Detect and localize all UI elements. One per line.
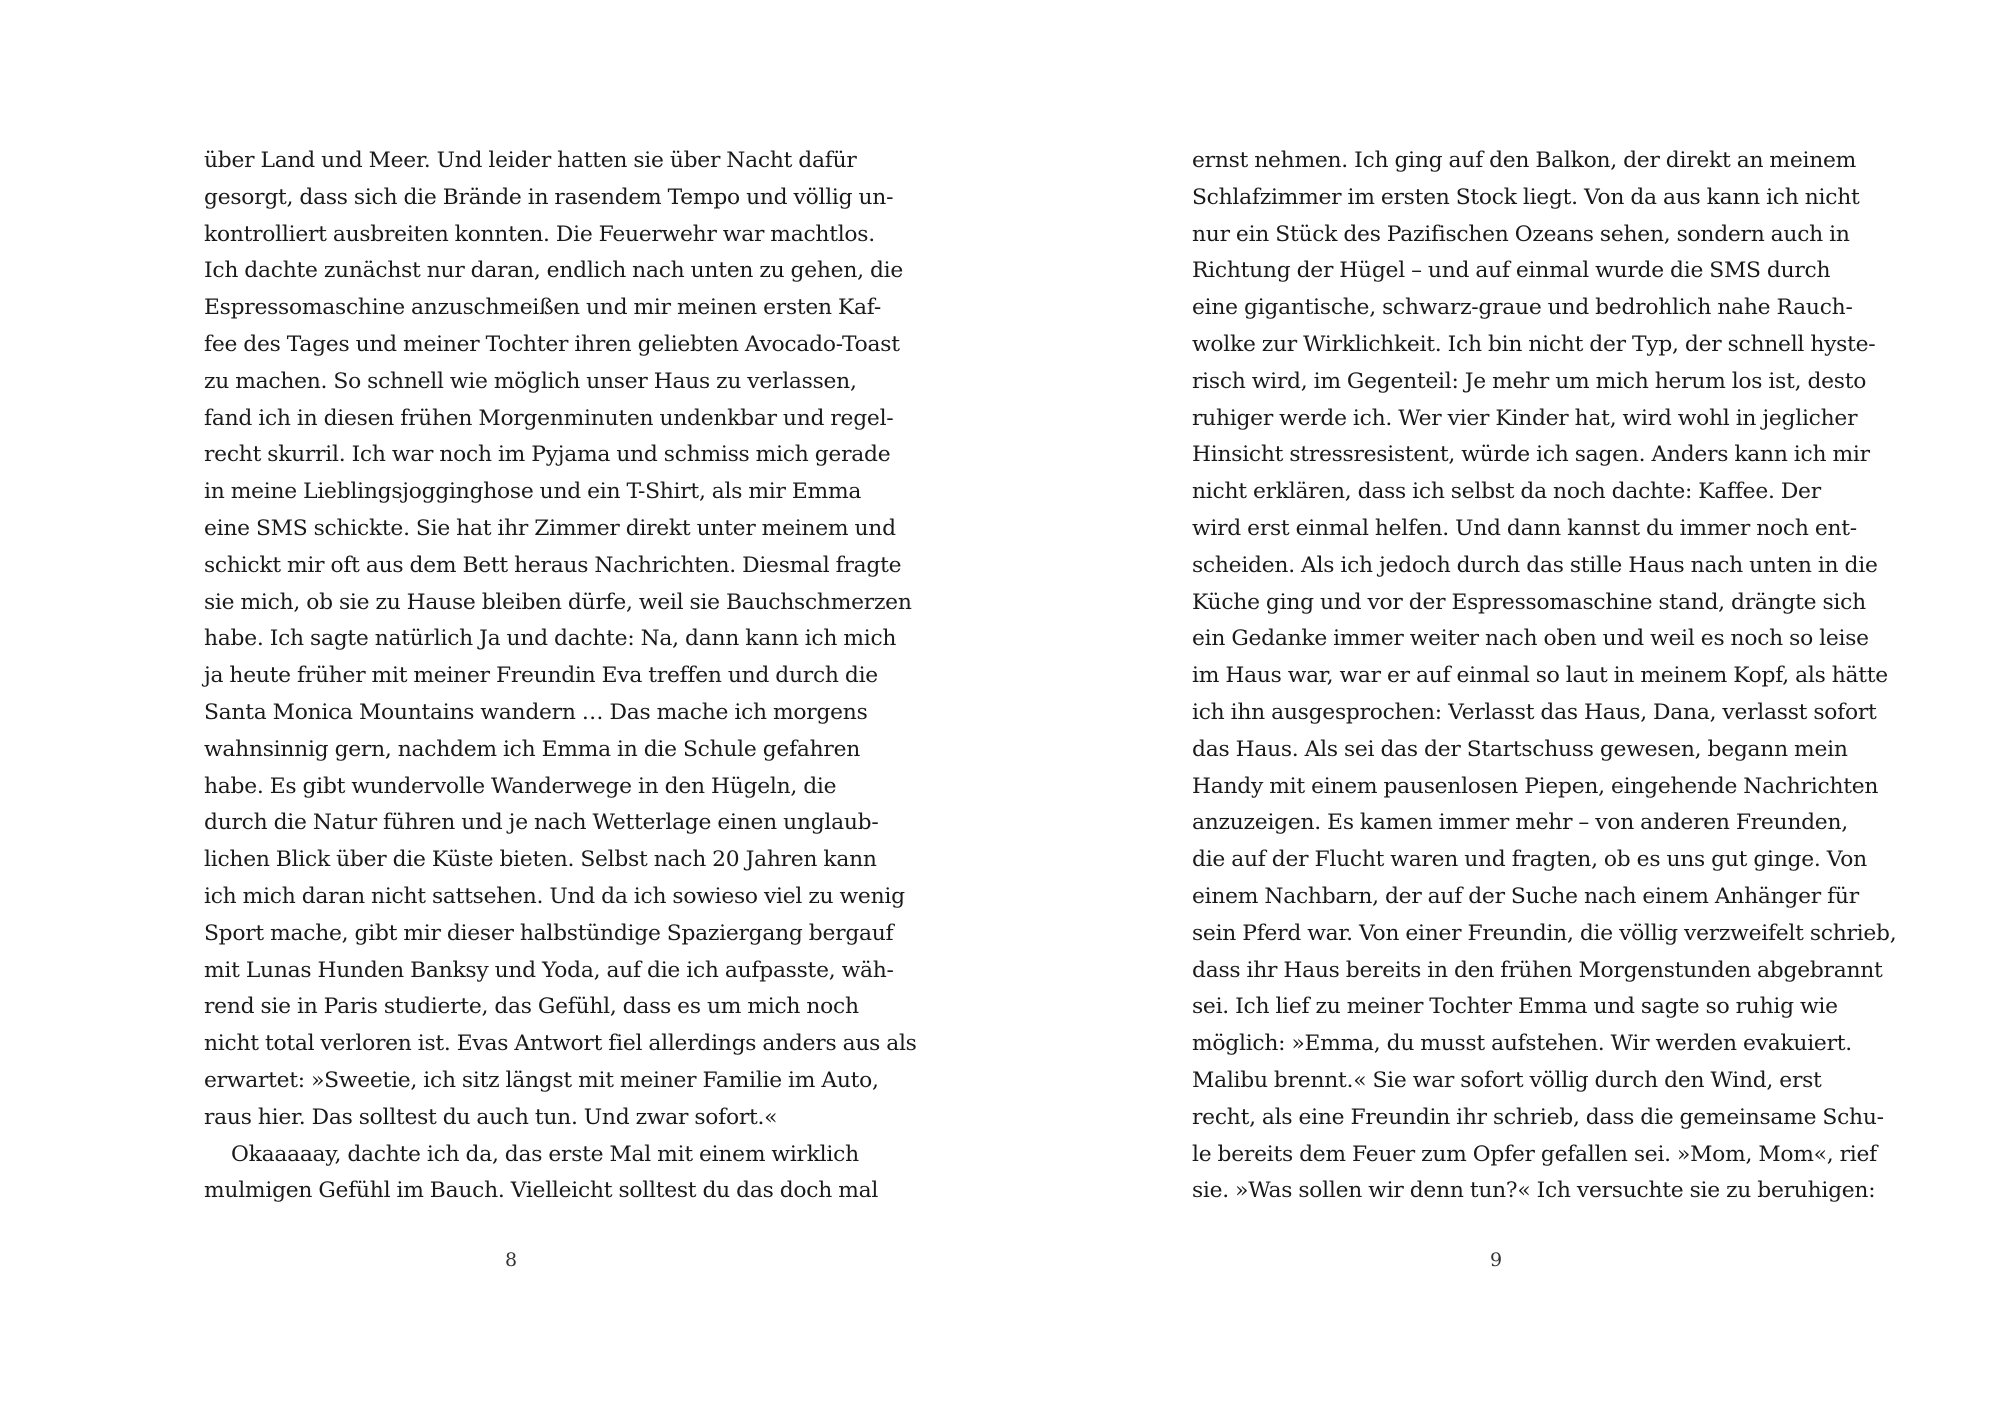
text-line: ja heute früher mit meiner Freundin Eva treffen und durch die xyxy=(204,663,878,689)
text-line: nicht erklären, dass ich selbst da noch dachte: Kaffee. Der xyxy=(1192,479,1821,505)
text-line: die auf der Flucht waren und fragten, ob es uns gut ginge. Von xyxy=(1192,847,1867,873)
text-line: fee des Tages und meiner Tochter ihren geliebten Avocado-Toast xyxy=(204,331,900,357)
text-line: eine gigantische, schwarz-graue und bedrohlich nahe Rauch- xyxy=(1192,295,1853,321)
text-line: schickt mir oft aus dem Bett heraus Nachrichten. Diesmal fragte xyxy=(204,552,902,578)
text-line: dass ihr Haus bereits in den frühen Morgenstunden abgebrannt xyxy=(1192,957,1883,983)
text-line: Sport mache, gibt mir dieser halbstündige Spaziergang bergauf xyxy=(204,920,894,946)
text-line: recht, als eine Freundin ihr schrieb, dass die gemeinsame Schu- xyxy=(1192,1104,1884,1130)
left-page-text xyxy=(204,143,917,1210)
text-line: im Haus war, war er auf einmal so laut in meinem Kopf, als hätte xyxy=(1192,663,1888,689)
text-line: zu machen. So schnell wie möglich unser Haus zu verlassen, xyxy=(204,368,857,394)
text-line: habe. Ich sagte natürlich Ja und dachte: Na, dann kann ich mich xyxy=(204,626,897,652)
text-line: le bereits dem Feuer zum Opfer gefallen sei. »Mom, Mom«, rief xyxy=(1192,1141,1877,1167)
text-line: Okaaaaay, dachte ich da, das erste Mal mit einem wirklich xyxy=(231,1141,859,1167)
text-line: sie. »Was sollen wir denn tun?« Ich versuchte sie zu beruhigen: xyxy=(1192,1178,1876,1204)
text-line: mulmigen Gefühl im Bauch. Vielleicht solltest du das doch mal xyxy=(204,1178,879,1204)
text-line: raus hier. Das solltest du auch tun. Und zwar sofort.« xyxy=(204,1104,778,1130)
text-line: Richtung der Hügel – und auf einmal wurde die SMS durch xyxy=(1192,258,1831,284)
text-line: Ich dachte zunächst nur daran, endlich nach unten zu gehen, die xyxy=(204,258,904,284)
text-line: eine SMS schickte. Sie hat ihr Zimmer direkt unter meinem und xyxy=(204,515,896,541)
text-line: risch wird, im Gegenteil: Je mehr um mich herum los ist, desto xyxy=(1192,368,1867,394)
text-line: Malibu brennt.« Sie war sofort völlig durch den Wind, erst xyxy=(1192,1067,1822,1093)
text-line: sein Pferd war. Von einer Freundin, die völlig verzweifelt schrieb, xyxy=(1192,920,1897,946)
text-line: Hinsicht stressresistent, würde ich sagen. Anders kann ich mir xyxy=(1192,442,1870,468)
text-line: wahnsinnig gern, nachdem ich Emma in die Schule gefahren xyxy=(204,736,861,762)
text-line: mit Lunas Hunden Banksy und Yoda, auf die ich aufpasste, wäh- xyxy=(204,957,894,983)
right-page xyxy=(1000,0,2000,1414)
text-line: Schlafzimmer im ersten Stock liegt. Von da aus kann ich nicht xyxy=(1192,184,1860,210)
text-line: fand ich in diesen frühen Morgenminuten undenkbar und regel- xyxy=(204,405,894,431)
text-line: wolke zur Wirklichkeit. Ich bin nicht der Typ, der schnell hyste- xyxy=(1192,331,1876,357)
page-number: 8 xyxy=(504,1249,518,1271)
text-line: ernst nehmen. Ich ging auf den Balkon, der direkt an meinem xyxy=(1192,148,1857,173)
text-line: kontrolliert ausbreiten konnten. Die Feuerwehr war machtlos. xyxy=(204,221,875,247)
text-line: scheiden. Als ich jedoch durch das stille Haus nach unten in die xyxy=(1192,552,1878,578)
text-line: ein Gedanke immer weiter nach oben und weil es noch so leise xyxy=(1192,626,1869,652)
text-line: gesorgt, dass sich die Brände in rasendem Tempo und völlig un- xyxy=(204,184,894,210)
text-line: durch die Natur führen und je nach Wetterlage einen unglaub- xyxy=(204,810,879,836)
right-page-text xyxy=(1192,143,1897,1210)
text-line: einem Nachbarn, der auf der Suche nach einem Anhänger für xyxy=(1192,883,1859,909)
text-line: lichen Blick über die Küste bieten. Selbst nach 20 Jahren kann xyxy=(204,847,877,873)
text-line: in meine Lieblingsjogginghose und ein T-Shirt, als mir Emma xyxy=(204,479,862,505)
text-line: über Land und Meer. Und leider hatten sie über Nacht dafür xyxy=(204,148,857,173)
text-line: möglich: »Emma, du musst aufstehen. Wir werden evakuiert. xyxy=(1192,1031,1852,1057)
text-line: ruhiger werde ich. Wer vier Kinder hat, wird wohl in jeglicher xyxy=(1192,405,1858,431)
text-line: Handy mit einem pausenlosen Piepen, eingehende Nachrichten xyxy=(1192,773,1879,799)
text-line: sie mich, ob sie zu Hause bleiben dürfe, weil sie Bauchschmerzen xyxy=(204,589,912,615)
text-line: Küche ging und vor der Espressomaschine stand, drängte sich xyxy=(1192,589,1866,615)
page-number: 9 xyxy=(1489,1249,1503,1271)
text-line: wird erst einmal helfen. Und dann kannst du immer noch ent- xyxy=(1192,515,1857,541)
text-line: Santa Monica Mountains wandern … Das mache ich morgens xyxy=(204,699,868,725)
text-line: ich mich daran nicht sattsehen. Und da ich sowieso viel zu wenig xyxy=(204,883,905,909)
text-line: ich ihn ausgesprochen: Verlasst das Haus, Dana, verlasst sofort xyxy=(1192,699,1877,725)
text-line: nicht total verloren ist. Evas Antwort fiel allerdings anders aus als xyxy=(204,1031,917,1057)
text-line: Espressomaschine anzuschmeißen und mir meinen ersten Kaf- xyxy=(204,295,881,321)
text-line: recht skurril. Ich war noch im Pyjama und schmiss mich gerade xyxy=(204,442,891,468)
text-line: rend sie in Paris studierte, das Gefühl, dass es um mich noch xyxy=(204,994,859,1020)
text-line: anzuzeigen. Es kamen immer mehr – von anderen Freunden, xyxy=(1192,810,1848,836)
text-line: habe. Es gibt wundervolle Wanderwege in den Hügeln, die xyxy=(204,773,837,799)
text-line: das Haus. Als sei das der Startschuss gewesen, begann mein xyxy=(1192,736,1848,762)
text-line: nur ein Stück des Pazifischen Ozeans sehen, sondern auch in xyxy=(1192,221,1850,247)
text-line: sei. Ich lief zu meiner Tochter Emma und sagte so ruhig wie xyxy=(1192,994,1838,1020)
text-line: erwartet: »Sweetie, ich sitz längst mit meiner Familie im Auto, xyxy=(204,1067,879,1093)
